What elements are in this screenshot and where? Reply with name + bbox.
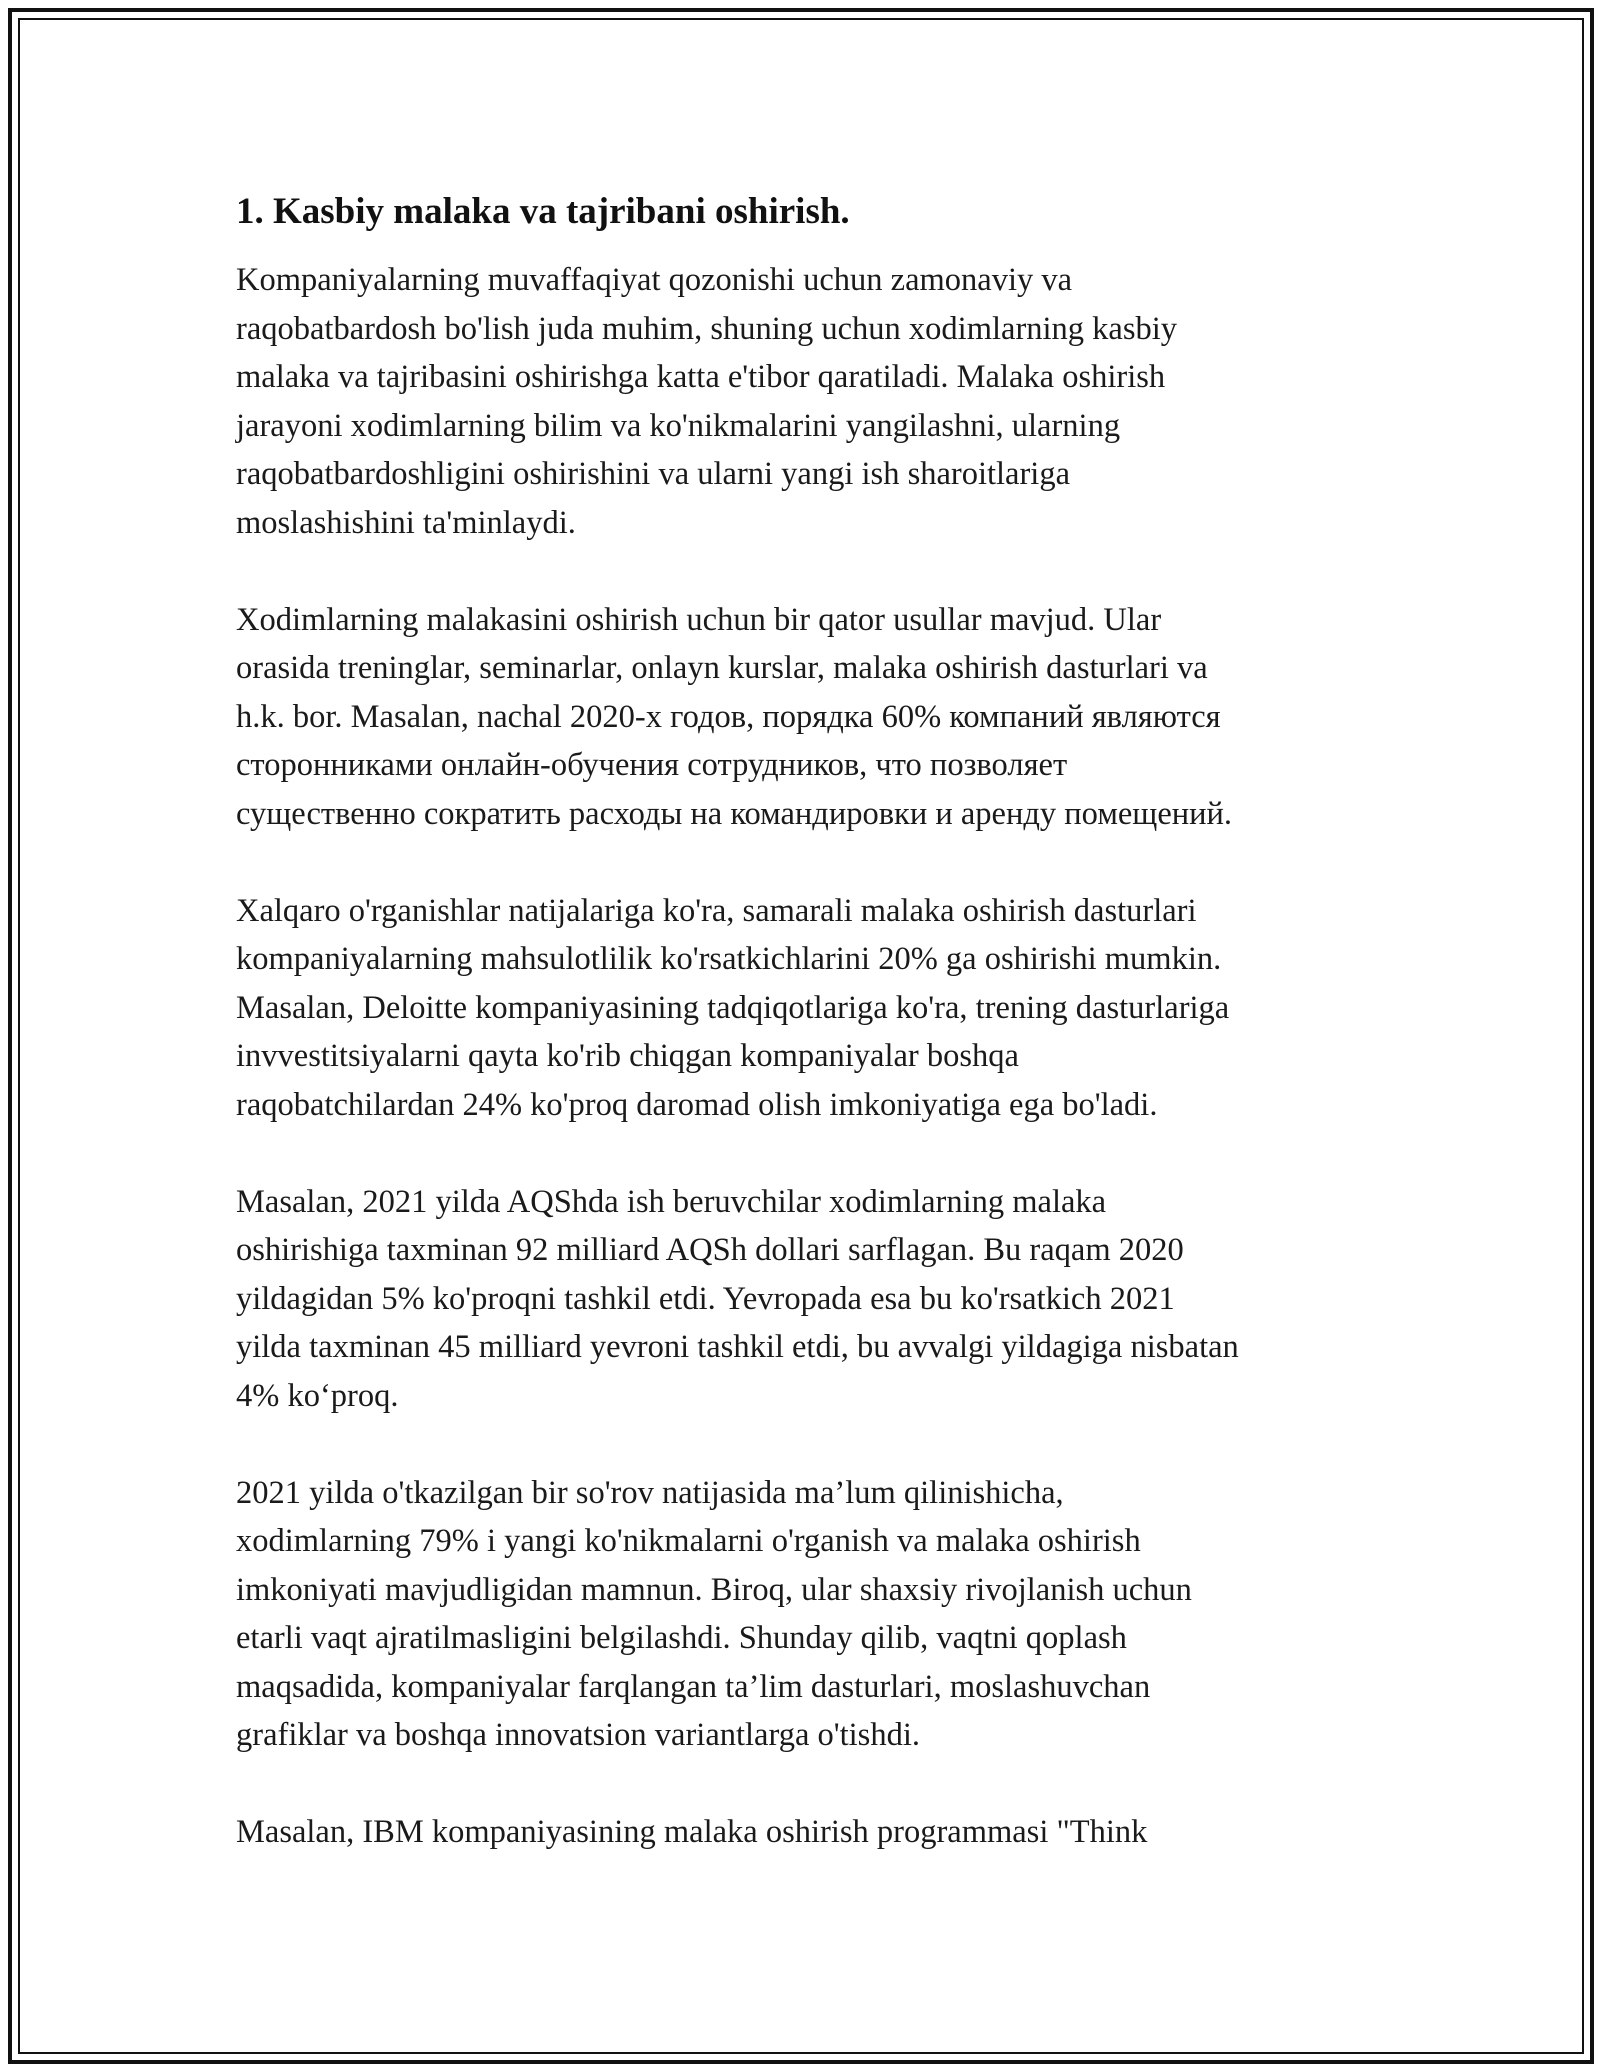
document-body	[236, 188, 1376, 1905]
section-heading: 1. Kasbiy malaka va tajribani oshirish.	[236, 191, 850, 232]
paragraph-4: Masalan, 2021 yilda AQShda ish beruvchilar xodimlarning malaka oshirishiga taxminan 92 milliard AQSh dollari sarflagan. Bu raqam 2020 yildagidan 5% ko'proqni tashkil etdi. Yevropada esa bu ko'rsatkich 2021 yilda taxminan 45 milliard yevroni tashkil etdi, bu avvalgi yildagiga nisbatan 4% ko‘proq.	[236, 1183, 1239, 1414]
paragraph-5: 2021 yilda o'tkazilgan bir so'rov natijasida ma’lum qilinishicha, xodimlarning 79% i yangi ko'nikmalarni o'rganish va malaka oshirish imkoniyati mavjudligidan mamnun. Biroq, ular shaxsiy rivojlanish uchun etarli vaqt ajratilmasligini belgilashdi. Shunday qilib, vaqtni qoplash maqsadida, kompaniyalar farqlangan ta’lim dasturlari, moslashuvchan grafiklar va boshqa innovatsion variantlarga o'tishdi.	[236, 1474, 1192, 1753]
paragraph-6: Masalan, IBM kompaniyasining malaka oshirish programmasi "Think	[236, 1814, 1148, 1850]
paragraph-1: Kompaniyalarning muvaffaqiyat qozonishi uchun zamonaviy va raqobatbardosh bo'lish juda muhim, shuning uchun xodimlarning kasbiy malaka va tajribasini oshirishga katta e'tibor qaratiladi. Malaka oshirish jarayoni xodimlarning bilim va ko'nikmalarini yangilashni, ularning raqobatbardoshligini oshirishini va ularni yangi ish sharoitlariga moslashishini ta'minlaydi.	[236, 262, 1178, 541]
paragraph-3: Xalqaro o'rganishlar natijalariga ko'ra, samarali malaka oshirish dasturlari kompaniyalarning mahsulotlilik ko'rsatkichlarini 20% ga oshirishi mumkin. Masalan, Deloitte kompaniyasining tadqiqotlariga ko'ra, trening dasturlariga invvestitsiyalarni qayta ko'rib chiqgan kompaniyalar boshqa raqobatchilardan 24% ko'proq daromad olish imkoniyatiga ega bo'ladi.	[236, 892, 1230, 1123]
paragraph-2: Xodimlarning malakasini oshirish uchun bir qator usullar mavjud. Ular orasida treninglar, seminarlar, onlayn kurslar, malaka oshirish dasturlari va h.k. bor. Masalan, nachal 2020-х годов, порядка 60% компаний являются сторонниками онлайн-обучения сотрудников, что позволяет существенно сократить расходы на командировки и аренду помещений.	[236, 601, 1233, 832]
